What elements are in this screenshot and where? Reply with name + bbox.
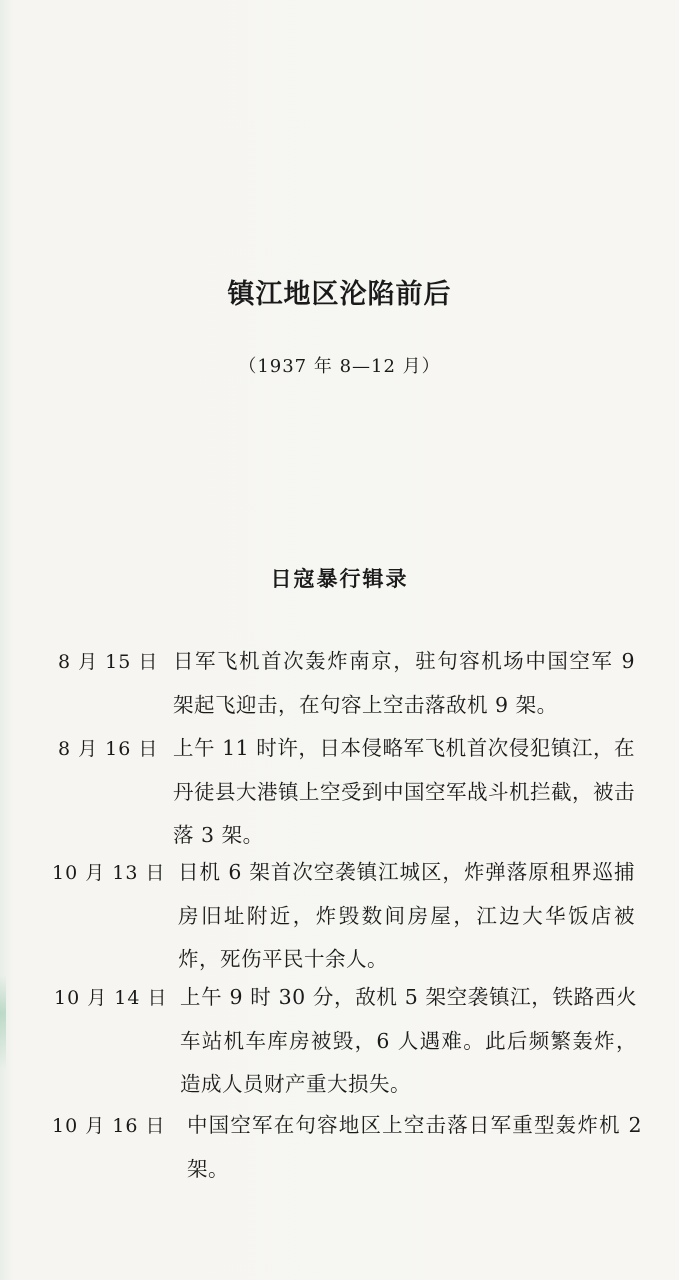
entry-date: 8 月 15 日 bbox=[58, 651, 159, 673]
entry-text: 上午 9 时 30 分，敌机 5 架空袭镇江，铁路西火车站机车库房被毁，6 人遇难。此后频繁轰炸，造成人员财产重大损失。 bbox=[180, 985, 637, 1096]
entry-date: 8 月 16 日 bbox=[58, 738, 159, 760]
entry-date: 10 月 13 日 bbox=[52, 862, 166, 884]
entry-text: 日军飞机首次轰炸南京，驻句容机场中国空军 9 架起飞迎击，在句容上空击落敌机 9 架。 bbox=[173, 649, 635, 717]
entry-date: 10 月 16 日 bbox=[52, 1115, 166, 1137]
page-subtitle: （1937 年 8—12 月） bbox=[238, 356, 441, 377]
entry-text: 上午 11 时许，日本侵略军飞机首次侵犯镇江，在丹徒县大港镇上空受到中国空军战斗机拦截，被击落 3 架。 bbox=[173, 736, 635, 847]
section-title: 日寇暴行辑录 bbox=[270, 567, 409, 591]
page-edge-stain bbox=[0, 975, 6, 1070]
entry-date: 10 月 14 日 bbox=[54, 987, 168, 1009]
entry-text: 日机 6 架首次空袭镇江城区，炸弹落原租界巡捕房旧址附近，炸毁数间房屋，江边大华饭店被炸，死伤平民十余人。 bbox=[178, 860, 635, 971]
page-title: 镇江地区沦陷前后 bbox=[227, 279, 452, 310]
entry-text: 中国空军在句容地区上空击落日军重型轰炸机 2 架。 bbox=[187, 1113, 642, 1181]
